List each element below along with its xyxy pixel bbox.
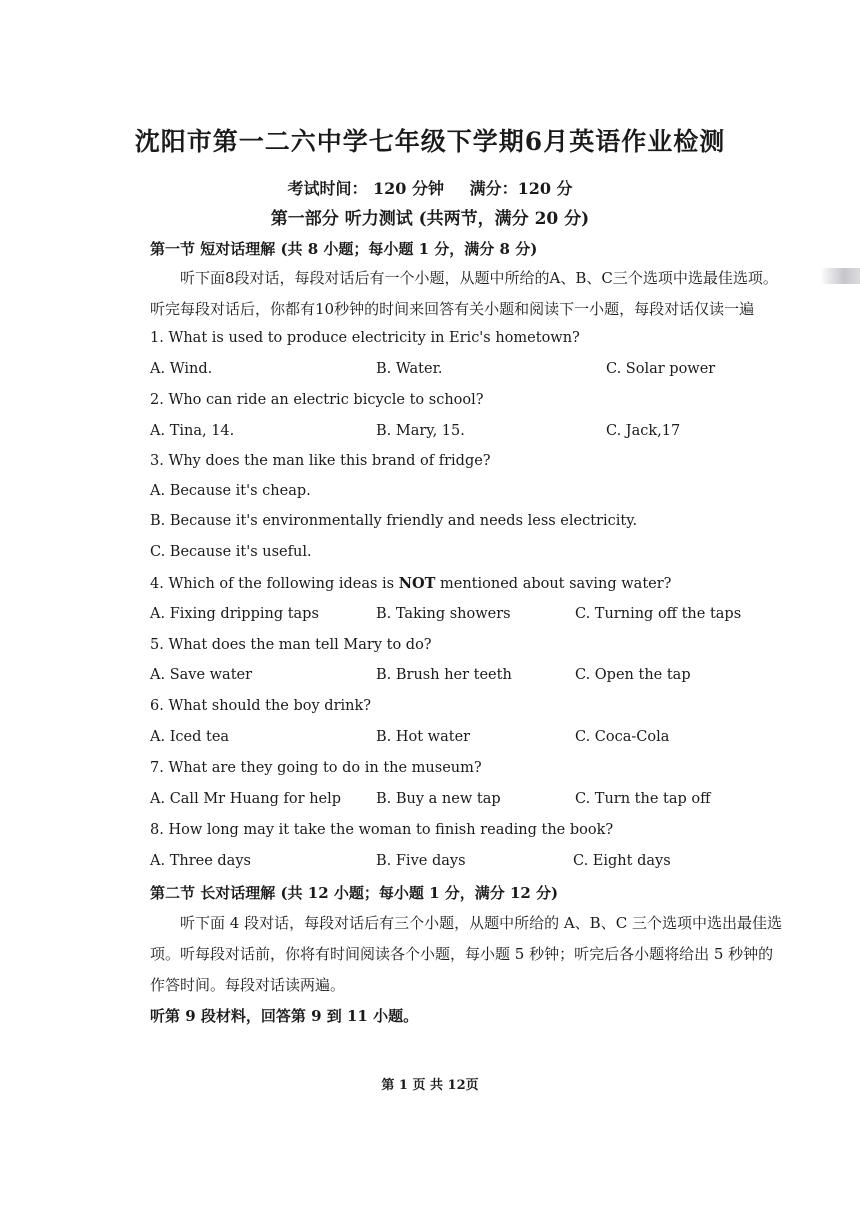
option-a: A. Three days: [150, 853, 251, 869]
question-4: [150, 575, 671, 592]
section2-heading: 第二节 长对话理解 (共 12 小题；每小题 1 分，满分 12 分): [150, 884, 559, 902]
option-b: B. Brush her teeth: [376, 667, 512, 683]
option-c: C. Open the tap: [575, 667, 691, 683]
option-a: A. Wind.: [150, 361, 213, 377]
material-note: 听第 9 段材料，回答第 9 到 11 小题。: [150, 1007, 419, 1025]
question-6: 6. What should the boy drink?: [150, 698, 372, 714]
option-b: B. Mary, 15.: [376, 423, 465, 439]
instruction-line: 项。听每段对话前，你将有时间阅读各个小题，每小题 5 秒钟；听完后各小题将给出 5 秒钟的: [150, 945, 774, 963]
exam-time: 考试时间： 120 分钟: [287, 179, 444, 198]
option-b: B. Five days: [376, 853, 466, 869]
instruction-line: 作答时间。每段对话读两遍。: [150, 976, 346, 994]
option-b: B. Water.: [376, 361, 443, 377]
instruction-line: 听下面 4 段对话，每段对话后有三个小题，从题中所给的 A、B、C 三个选项中选出最佳选: [180, 914, 782, 932]
option-a: A. Fixing dripping taps: [150, 606, 319, 622]
option-b: B. Because it's environmentally friendly and needs less electricity.: [150, 513, 638, 529]
option-a: A. Because it's cheap.: [150, 483, 311, 499]
option-a: A. Tina, 14.: [150, 423, 235, 439]
part-title: 第一部分 听力测试 (共两节，满分 20 分): [270, 209, 590, 229]
section1-heading: 第一节 短对话理解 (共 8 小题；每小题 1 分，满分 8 分): [150, 240, 538, 258]
instruction-line: 听完每段对话后，你都有10秒钟的时间来回答有关小题和阅读下一小题，每段对话仅读一遍: [150, 300, 755, 318]
page-footer: 第 1 页 共 12页: [381, 1078, 479, 1093]
question-2: 2. Who can ride an electric bicycle to school?: [150, 392, 484, 408]
option-a: A. Save water: [150, 667, 253, 683]
question-text: mentioned about saving water?: [435, 576, 672, 592]
option-c: C. Coca-Cola: [575, 729, 670, 745]
option-c: C. Eight days: [573, 853, 671, 869]
option-c: C. Because it's useful.: [150, 544, 312, 560]
exam-title: 沈阳市第一二六中学七年级下学期6月英语作业检测: [134, 127, 726, 156]
option-b: B. Hot water: [376, 729, 471, 745]
exam-score: 满分：120 分: [469, 179, 573, 198]
question-3: 3. Why does the man like this brand of fridge?: [150, 453, 491, 469]
option-c: C. Turn the tap off: [575, 791, 711, 807]
section2-instructions: [150, 908, 830, 1001]
option-b: B. Buy a new tap: [376, 791, 501, 807]
option-a: A. Iced tea: [150, 729, 230, 745]
scan-smudge: [820, 268, 860, 284]
exam-info: [0, 176, 860, 199]
option-a: A. Call Mr Huang for help: [150, 791, 342, 807]
question-text: 4. Which of the following ideas is: [150, 576, 399, 592]
option-b: B. Taking showers: [376, 606, 511, 622]
question-8: 8. How long may it take the woman to finish reading the book?: [150, 822, 614, 838]
instruction-line: 听下面8段对话，每段对话后有一个小题，从题中所给的A、B、C三个选项中选最佳选项。: [180, 269, 778, 287]
option-c: C. Turning off the taps: [575, 606, 742, 622]
question-7: 7. What are they going to do in the museum?: [150, 760, 482, 776]
option-c: C. Solar power: [606, 361, 716, 377]
section1-instructions: [150, 263, 830, 325]
question-5: 5. What does the man tell Mary to do?: [150, 637, 432, 653]
option-c: C. Jack,17: [606, 423, 681, 439]
emphasis-not: NOT: [398, 575, 436, 592]
question-1: 1. What is used to produce electricity in Eric's hometown?: [150, 330, 580, 346]
